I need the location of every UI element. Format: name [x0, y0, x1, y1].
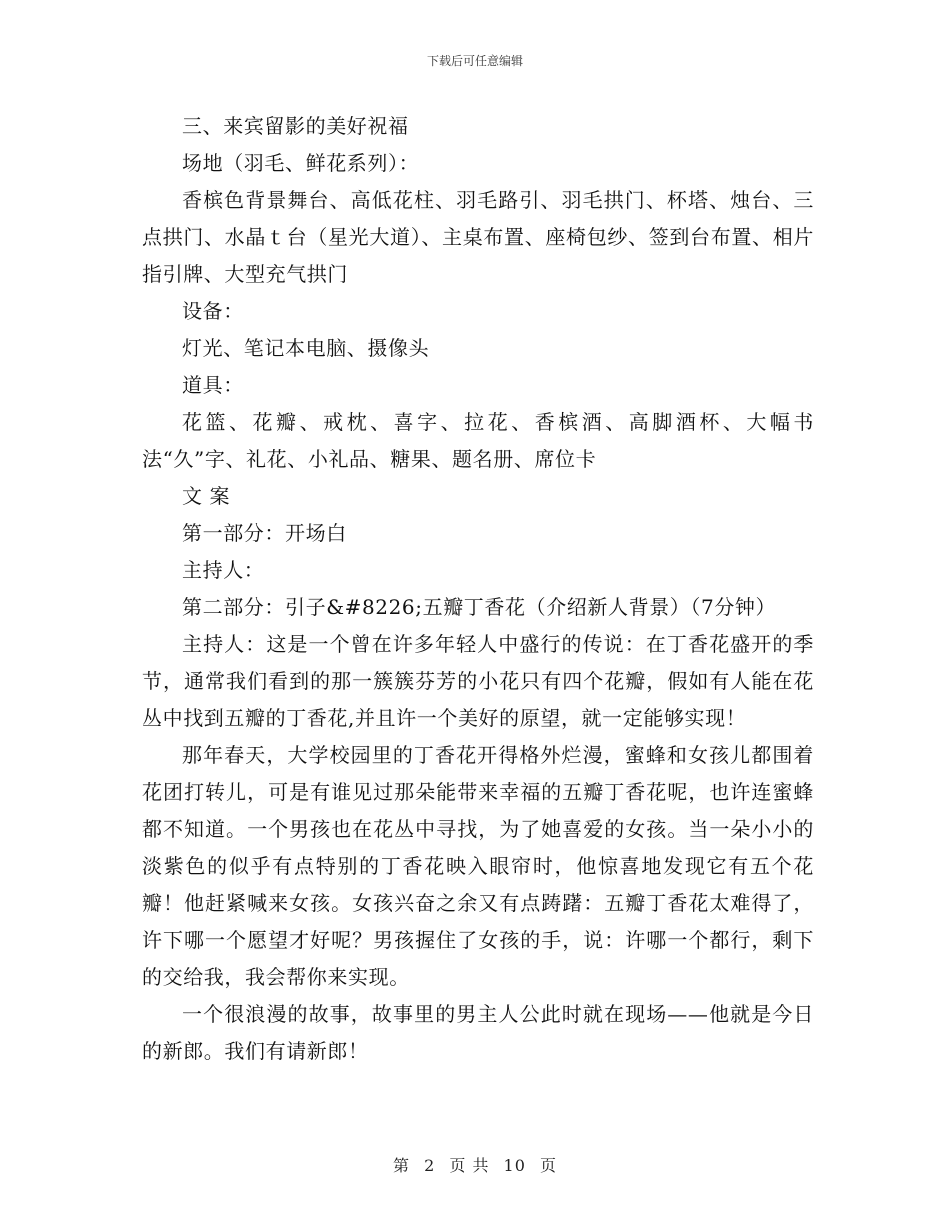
- footer-middle: 页 共: [449, 1156, 490, 1175]
- page-total: 10: [503, 1156, 526, 1175]
- venue-items: 香槟色背景舞台、高低花柱、羽毛路引、羽毛拱门、杯塔、烛台、三点拱门、水晶ｔ台（星光大道）、主桌布置、座椅包纱、签到台布置、相片指引牌、大型充气拱门: [142, 188, 814, 286]
- page-number: 2: [424, 1156, 436, 1175]
- equipment-items: 灯光、笔记本电脑、摄像头: [182, 336, 430, 360]
- equipment-label: 设备：: [182, 299, 244, 323]
- props-items: 花篮、花瓣、戒枕、喜字、拉花、香槟酒、高脚酒杯、大幅书法“久”字、礼花、小礼品、糖果、题名册、席位卡: [142, 410, 814, 471]
- page-footer: [0, 1153, 950, 1176]
- script-heading: 文 案: [182, 484, 231, 508]
- closing-paragraph: 一个很浪漫的故事，故事里的男主人公此时就在现场——他就是今日的新郎。我们有请新郎！: [142, 1002, 814, 1063]
- host-paragraph: 主持人：这是一个曾在许多年轻人中盛行的传说：在丁香花盛开的季节，通常我们看到的那一簇簇芬芳的小花只有四个花瓣，假如有人能在花丛中找到五瓣的丁香花,并且许一个美好的原望，就一定能够实现！: [142, 632, 814, 730]
- document-body: [142, 108, 814, 1070]
- host-label: 主持人：: [182, 558, 265, 582]
- footer-prefix: 第: [392, 1156, 410, 1175]
- story-paragraph: 那年春天，大学校园里的丁香花开得格外烂漫，蜜蜂和女孩儿都围着花团打转儿，可是有谁见过那朵能带来幸福的五瓣丁香花呢，也许连蜜蜂都不知道。一个男孩也在花丛中寻找，为了她喜爱的女孩。当一朵小小的淡紫色的似乎有点特别的丁香花映入眼帘时，他惊喜地发现它有五个花瓣！他赶紧喊来女孩。女孩兴奋之余又有点踌躇：五瓣丁香花太难得了，许下哪一个愿望才好呢？男孩握住了女孩的手，说：许哪一个都行，剩下的交给我，我会帮你来实现。: [142, 743, 814, 989]
- part-two-heading: 第二部分：引子&#8226;五瓣丁香花（介绍新人背景）（7分钟）: [182, 595, 777, 619]
- venue-label: 场地（羽毛、鲜花系列）：: [182, 151, 420, 175]
- props-label: 道具：: [182, 373, 244, 397]
- page-header: 下载后可任意编辑: [426, 54, 523, 68]
- footer-suffix: 页: [540, 1156, 558, 1175]
- section-heading: 三、来宾留影的美好祝福: [182, 114, 409, 138]
- part-one-heading: 第一部分：开场白: [182, 521, 347, 545]
